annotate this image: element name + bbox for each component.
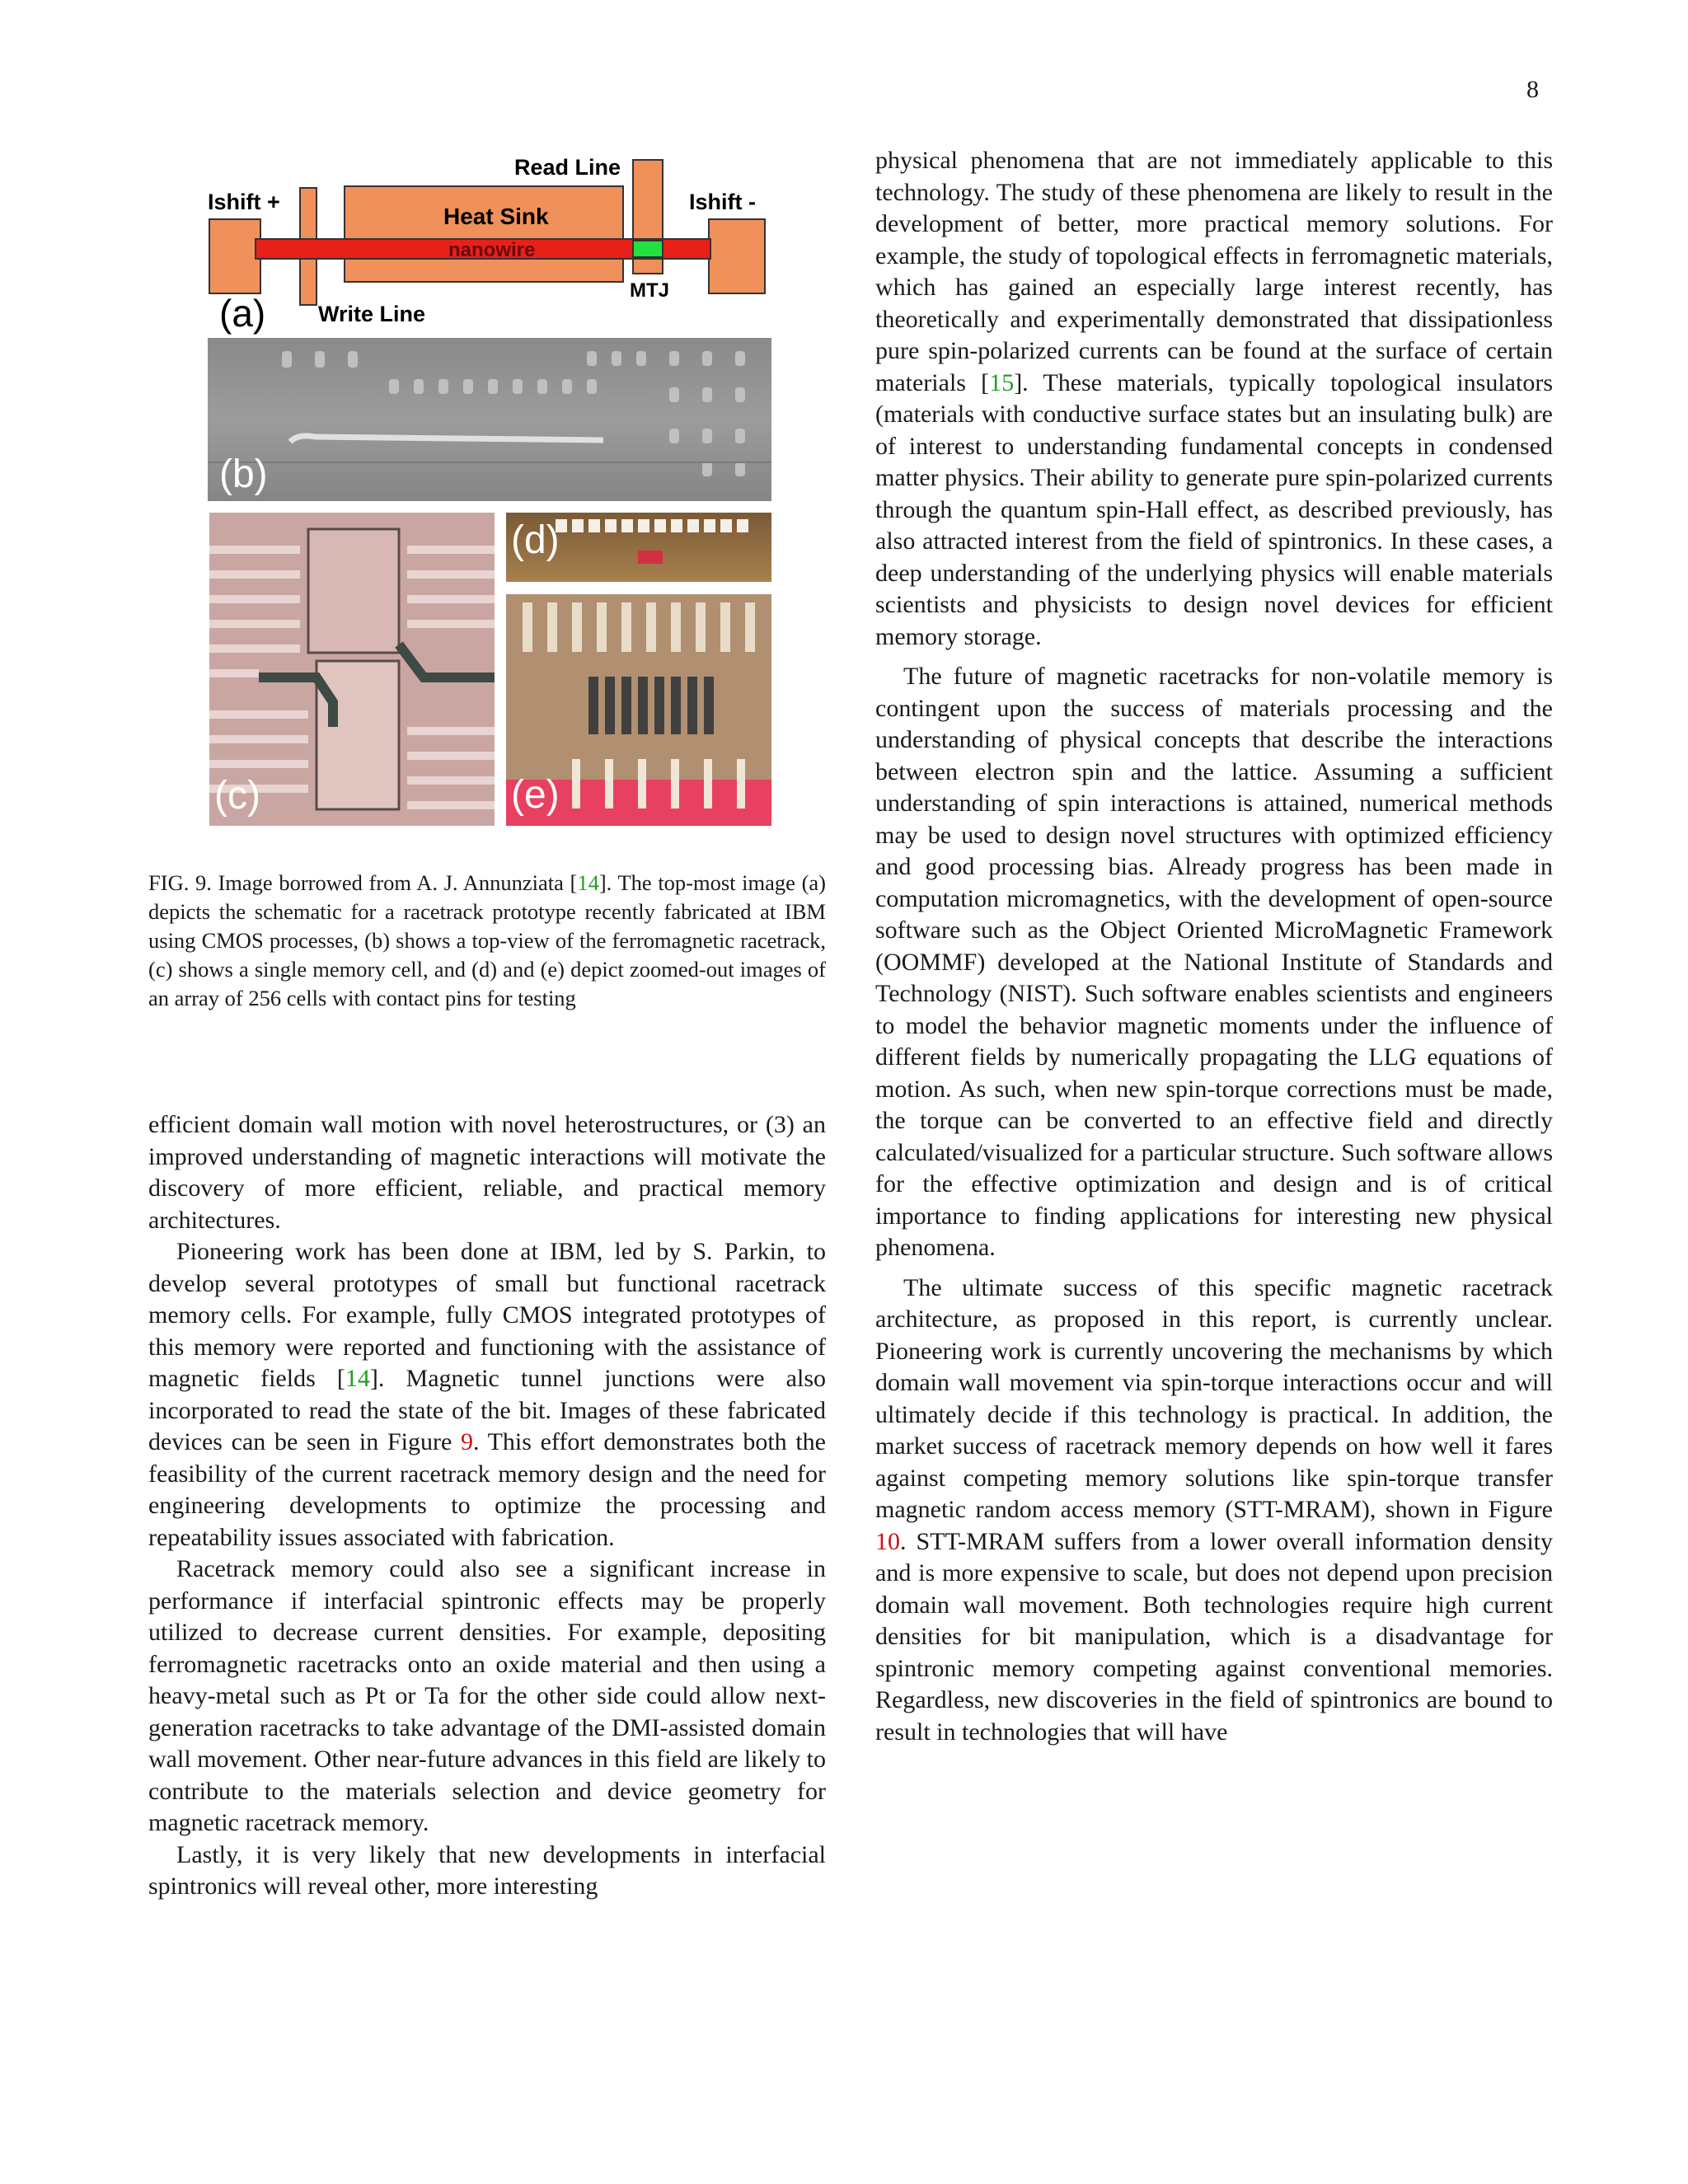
left-p2-citation-14[interactable]: 14 — [345, 1365, 370, 1392]
read-line-label: Read Line — [514, 155, 621, 180]
panel-c-label: (c) — [214, 774, 260, 818]
right-p3-figure-ref-10[interactable]: 10 — [875, 1527, 900, 1555]
racetrack-schematic — [208, 150, 768, 335]
figure-9-caption — [148, 869, 826, 1013]
right-p1-citation-15[interactable]: 15 — [989, 368, 1015, 396]
left-paragraph-2 — [148, 1236, 826, 1554]
panel-d-label: (d) — [511, 518, 560, 562]
right-paragraph-1 — [875, 145, 1553, 653]
left-text-block — [148, 1109, 826, 1903]
page-number: 8 — [1526, 76, 1539, 103]
heat-sink-block — [345, 186, 623, 282]
right-paragraph-2: The future of magnetic racetracks for non-volatile memory is contingent upon the success of materials processing and the understanding of physical concepts that describe the interactions between electron spin and the lattice. Assuming a sufficient understanding of spin interactions is attained, numerical methods may be used to design novel structures with optimized efficiency and good processing bias. Already progress has been made in computation micromagnetics, with the development of open-source software such as the Object Oriented MicroMagnetic Framework (OOMMF) developed at the National Institute of Standards and Technology (NIST). Such software enables scientists and engineers to model the behavior magnetic moments under the influence of different fields by numerically propagating the LLG equations of motion. As such, when new spin-torque corrections must be made, the torque can be converted to an effective field and directly calculated/visualized for a particular structure. Such software allows for the effective optimization and design and is of critical importance to finding applications for interesting new physical phenomena. — [875, 663, 1553, 1261]
panel-c-memory-cell-image — [209, 513, 495, 826]
left-paragraph-4: Lastly, it is very likely that new developments in interfacial spintronics will reveal other, more interesting — [148, 1840, 826, 1900]
right-column — [875, 145, 1553, 1748]
write-line-label: Write Line — [318, 302, 426, 326]
panel-b-label: (b) — [219, 452, 268, 496]
panel-e-label: (e) — [511, 773, 560, 817]
ishift-minus-label: Ishift - — [689, 190, 756, 214]
racetrack-sem-drawing — [208, 338, 771, 501]
left-p2-figure-ref-9[interactable]: 9 — [460, 1428, 473, 1455]
right-paragraph-3 — [875, 1272, 1553, 1749]
ishift-minus-contact — [709, 219, 765, 293]
left-paragraph-1: efficient domain wall motion with novel heterostructures, or (3) an improved understanding of magnetic interactions will motivate the discovery of more efficient, reliable, and practical memory architectures. — [148, 1111, 826, 1234]
right-p1-text-a: physical phenomena that are not immediately applicable to this technology. The study of these phenomena are likely to result in the development of better, more practical memory solutions. For example, the study of topological effects in ferromagnetic materials, which has gained an especially large interest recently, has theoretically and experimentally demonstrated that dissipationless pure spin-polarized currents can be found at the surface of certain materials [ — [875, 147, 1553, 396]
ishift-plus-contact — [209, 219, 260, 293]
left-p2-text-b: ]. Magnetic tunnel junctions were also incorporated to read the state of the bit. Images of these fabricated devices can be seen in Figure — [148, 1365, 827, 1455]
panel-e-array-image — [506, 594, 771, 826]
left-p2-text-a: Pioneering work has been done at IBM, led by S. Parkin, to develop several prototypes of small but functional racetrack memory cells. For example, fully CMOS integrated prototypes of this memory were reported and functioning with the assistance of magnetic fields [ — [148, 1238, 826, 1392]
right-p3-text-b: . STT-MRAM suffers from a lower overall information density and is more expensive to scale, but does not depend upon precision domain wall movement. Both technologies require high current densities for bit manipulation, which is a disadvantage for spintronic memory competing against conventional memories. Regardless, new discoveries in the field of spintronics are bound to result in technologies that will have — [875, 1527, 1553, 1746]
figure-9 — [148, 145, 826, 837]
panel-a-label: (a) — [219, 292, 266, 335]
heat-sink-label: Heat Sink — [443, 204, 549, 229]
right-p3-text-a: The ultimate success of this specific magnetic racetrack architecture, as proposed in this report, is currently unclear. Pioneering work is currently uncovering the mechanisms by which domain wall movement via spin-torque interactions occur and will ultimately decide if this technology is practical. In addition, the market success of racetrack memory depends on how well it fares against competing memory solutions like spin-torque transfer magnetic random access memory (STT-MRAM), shown in Figure — [875, 1273, 1553, 1523]
ishift-plus-label: Ishift + — [208, 190, 280, 214]
right-p1-text-b: ]. These materials, typically topological insulators (materials with conductive surface states but an insulating bulk) are of interest to understanding fundamental concepts in condensed matter physics. Their ability to generate pure spin-polarized currents through the quantum spin-Hall effect, as described previously, has also attracted interest from the field of spintronics. In these cases, a deep understanding of the underlying physics will enable materials scientists and physicists to design novel devices for efficient memory storage. — [875, 368, 1553, 650]
caption-text-2: ]. The top-most image (a) depicts the schematic for a racetrack prototype recently fabricated at IBM using CMOS processes, (b) shows a top-view of the ferromagnetic racetrack, (c) shows a single memory cell, and (d) and (e) depict zoomed-out images of an array of 256 cells with contact pins for testing — [148, 870, 826, 1010]
left-p2-text-c: . This effort demonstrates both the feasibility of the current racetrack memory design and the need for engineering developments to optimize the processing and repeatability issues associated with fabrication. — [148, 1428, 826, 1551]
mtj-junction — [633, 241, 663, 257]
nanowire-label: nanowire — [448, 239, 536, 261]
panel-d-chip-image — [506, 513, 771, 582]
caption-text-1: FIG. 9. Image borrowed from A. J. Annunziata [ — [148, 870, 578, 895]
mtj-label: MTJ — [630, 279, 669, 302]
caption-citation-14[interactable]: 14 — [577, 870, 599, 895]
panel-b-racetrack-image — [208, 338, 771, 501]
left-paragraph-3: Racetrack memory could also see a significant increase in performance if interfacial spintronic effects may be properly utilized to decrease current densities. For example, depositing ferromagnetic racetracks onto an oxide material and then using a heavy-metal such as Pt or Ta for the other side could allow next-generation racetracks to take advantage of the DMI-assisted domain wall movement. Other near-future advances in this field are likely to contribute to the materials selection and device geometry for magnetic racetrack memory. — [148, 1555, 826, 1836]
